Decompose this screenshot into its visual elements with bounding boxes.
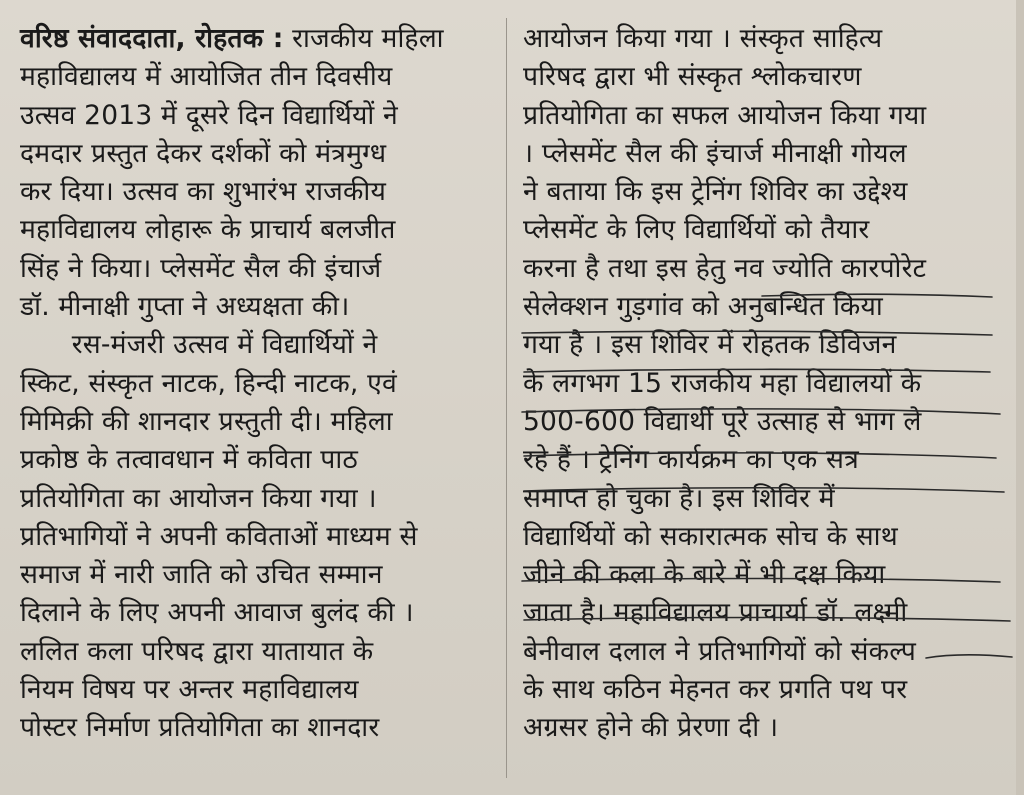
byline: वरिष्ठ संवाददाता, रोहतक : <box>20 23 284 54</box>
article-line: दमदार प्रस्तुत देकर दर्शकों को मंत्रमुग्ध <box>20 137 387 169</box>
article-line: के साथ कठिन मेहनत कर प्रगति पथ पर <box>523 674 908 706</box>
article-line: समाज में नारी जाति को उचित सम्मान <box>20 559 383 591</box>
article-line: रहे हैं । ट्रेनिंग कार्यक्रम का एक सत्र <box>523 444 859 476</box>
article-line: उत्सव 2013 में दूसरे दिन विद्यार्थियों ने <box>20 99 398 131</box>
article-line: 500-600 विद्यार्थी पूरे उत्साह से भाग ले <box>523 405 922 437</box>
article-line: रस-मंजरी उत्सव में विद्यार्थियों ने <box>20 329 378 361</box>
article-column-right <box>523 20 991 748</box>
article-line: समाप्त हो चुका है। इस शिविर में <box>523 482 835 514</box>
article-line: जीने की कला के बारे में भी दक्ष किया <box>523 559 886 591</box>
article-line: । प्लेसमेंट सैल की इंचार्ज मीनाक्षी गोयल <box>523 137 907 169</box>
article-line: परिषद द्वारा भी संस्कृत श्लोकचारण <box>523 61 862 93</box>
article-line: सेलेक्शन गुड़गांव को अनुबन्धित किया <box>523 291 883 323</box>
article-line: कर दिया। उत्सव का शुभारंभ राजकीय <box>20 176 387 208</box>
article-line: अग्रसर होने की प्रेरणा दी । <box>523 712 779 744</box>
article-line: महाविद्यालय में आयोजित तीन दिवसीय <box>20 61 393 93</box>
article-line: प्रकोष्ठ के तत्वावधान में कविता पाठ <box>20 444 358 476</box>
article-line: डॉ. मीनाक्षी गुप्ता ने अध्यक्षता की। <box>20 291 350 323</box>
article-column-left <box>20 20 496 748</box>
column-divider <box>506 18 507 778</box>
article-line: महाविद्यालय लोहारू के प्राचार्य बलजीत <box>20 214 396 246</box>
article-line: करना है तथा इस हेतु नव ज्योति कारपोरेट <box>523 252 927 284</box>
article-line: दिलाने के लिए अपनी आवाज बुलंद की । <box>20 597 414 629</box>
article-line: पोस्टर निर्माण प्रतियोगिता का शानदार <box>20 712 380 744</box>
article-line: जाता है। महाविद्यालय प्राचार्या डॉ. लक्ष्मी <box>523 597 908 629</box>
article-line: बेनीवाल दलाल ने प्रतिभागियों को संकल्प <box>523 635 917 667</box>
article-line: ने बताया कि इस ट्रेनिंग शिविर का उद्देश्य <box>523 176 908 208</box>
article-line: स्किट, संस्कृत नाटक, हिन्दी नाटक, एवं <box>20 367 397 399</box>
article-line: ललित कला परिषद द्वारा यातायात के <box>20 635 374 667</box>
article-line: प्रतिभागियों ने अपनी कविताओं माध्यम से <box>20 520 418 552</box>
article-line: आयोजन किया गया । संस्कृत साहित्य <box>523 23 883 54</box>
article-line: प्लेसमेंट के लिए विद्यार्थियों को तैयार <box>523 214 870 246</box>
article-line: नियम विषय पर अन्तर महाविद्यालय <box>20 674 359 706</box>
article-line <box>20 20 496 58</box>
article-line: मिमिक्री की शानदार प्रस्तुती दी। महिला <box>20 405 393 437</box>
article-line: गया है । इस शिविर में रोहतक डिविजन <box>523 329 897 361</box>
article-line: प्रतियोगिता का सफल आयोजन किया गया <box>523 99 927 131</box>
page-edge <box>1016 0 1024 795</box>
article-line: विद्यार्थियों को सकारात्मक सोच के साथ <box>523 520 898 552</box>
article-line-text: राजकीय महिला <box>283 23 444 54</box>
article-line: सिंह ने किया। प्लेसमेंट सैल की इंचार्ज <box>20 252 382 284</box>
article-line: के लगभग 15 राजकीय महा विद्यालयों के <box>523 367 922 399</box>
article-line: प्रतियोगिता का आयोजन किया गया । <box>20 482 377 514</box>
